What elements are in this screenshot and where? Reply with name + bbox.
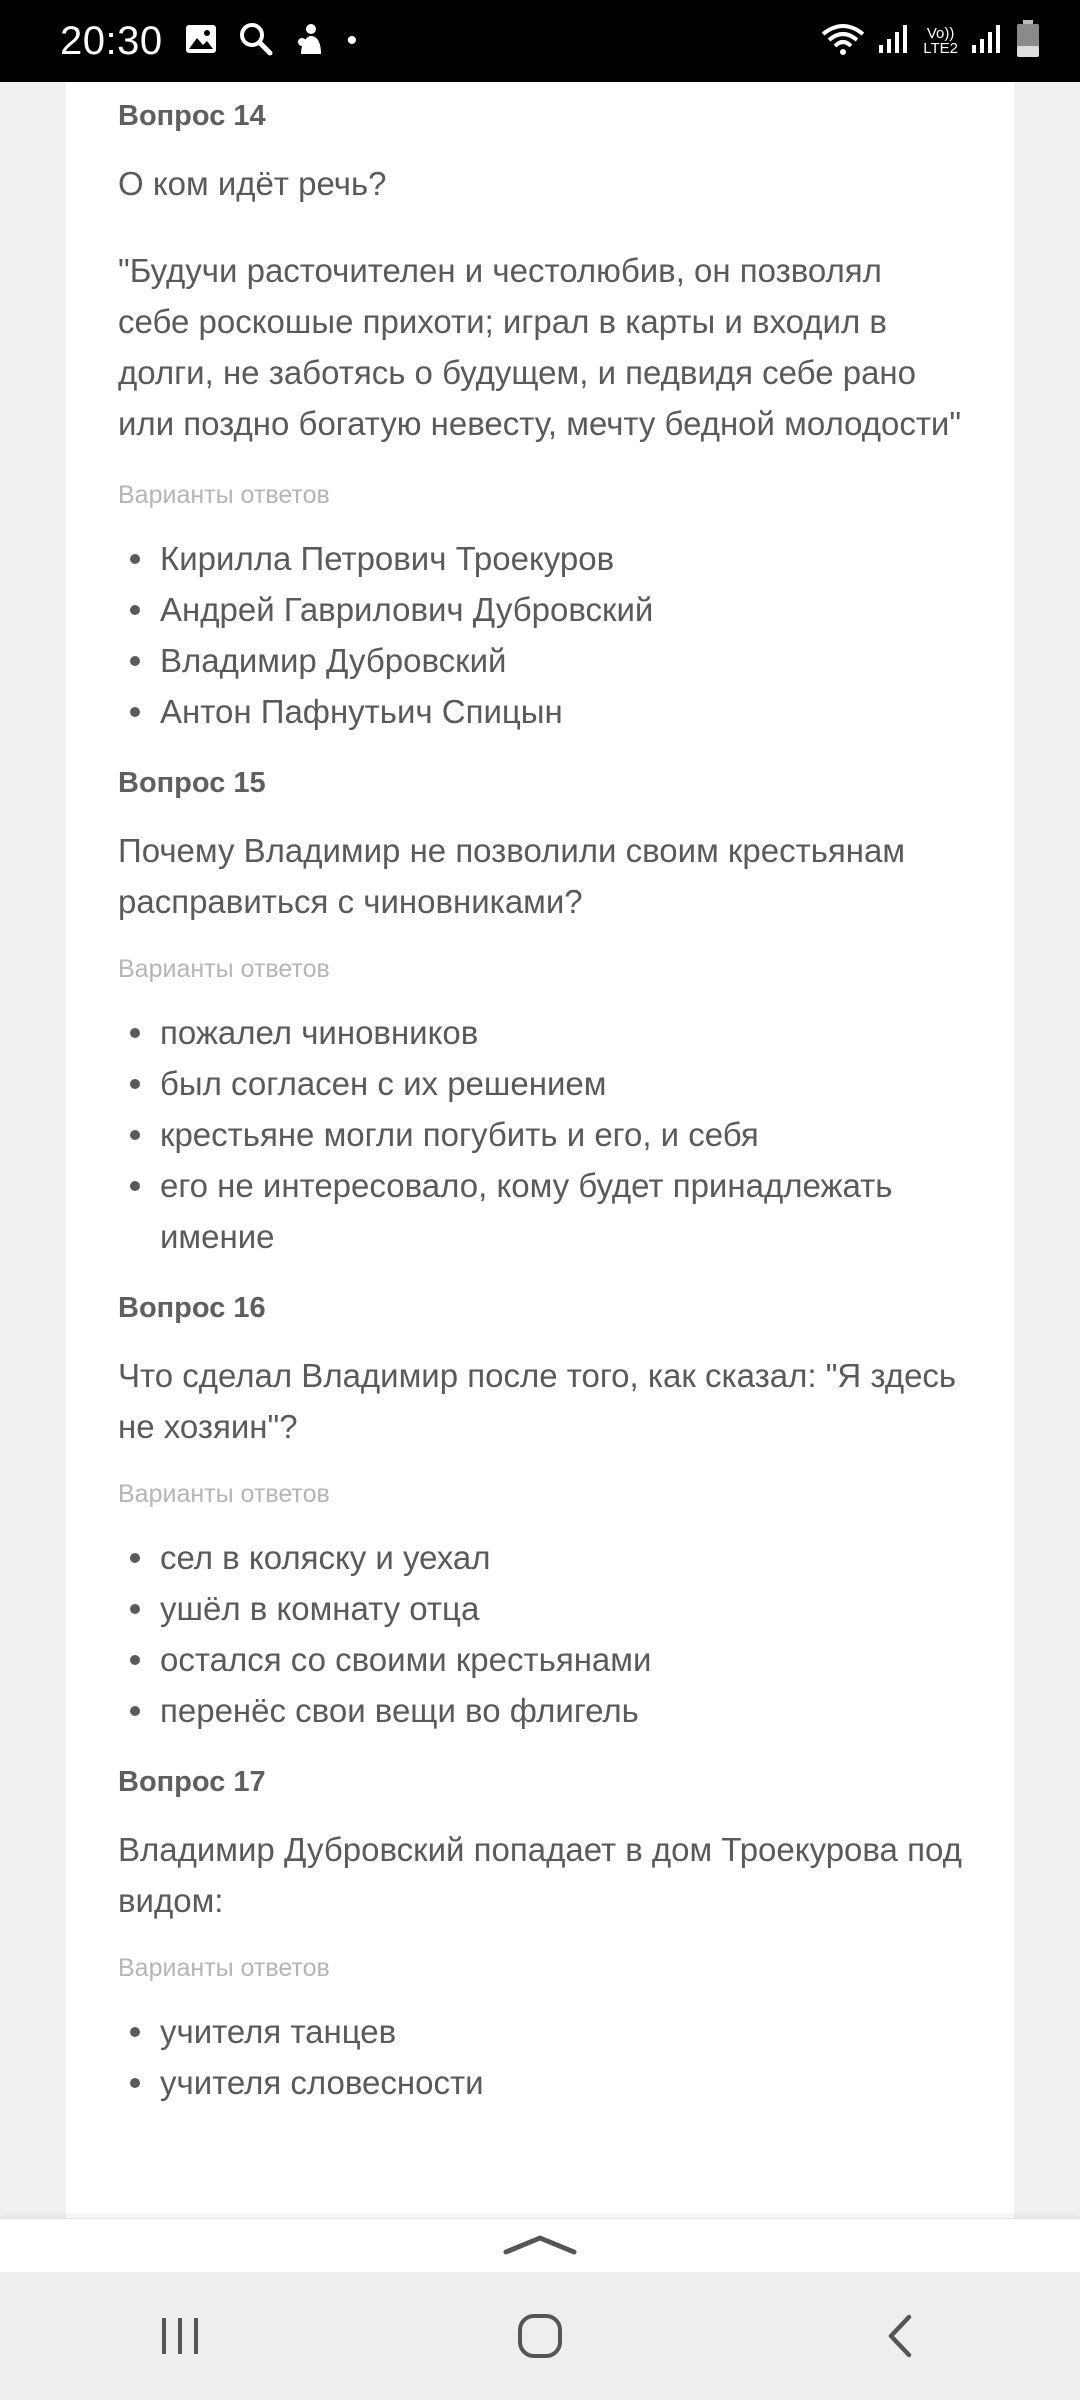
question-17 [118,1762,962,2108]
chevron-up-icon[interactable] [502,2232,578,2261]
answer-item: Андрей Гаврилович Дубровский [118,584,962,635]
app-notification-icon [295,22,325,61]
answer-item: ушёл в комнату отца [118,1583,962,1634]
answers-list [118,1532,962,1736]
answer-item: пожалел чиновников [118,1007,962,1058]
answer-item: был согласен с их решением [118,1058,962,1109]
recent-apps-icon [158,2316,202,2356]
volte-indicator [923,26,958,56]
status-time: 20:30 [60,18,163,63]
volte-top: Vo)) [926,25,955,42]
answer-item: его не интересовало, кому будет принадлежать имение [118,1160,962,1262]
question-text: Владимир Дубровский попадает в дом Троекурова под видом: [118,1831,962,1919]
recent-apps-button[interactable] [120,2286,240,2386]
question-number: Вопрос 15 [118,767,266,799]
answer-item: крестьяне могли погубить и его, и себя [118,1109,962,1160]
question-16 [118,1288,962,1736]
wifi-icon [821,22,865,61]
question-14 [118,96,962,737]
question-15 [118,763,962,1262]
answers-list [118,2006,962,2108]
answers-label: Варианты ответов [118,1954,330,1982]
answer-item: перенёс свои вещи во флигель [118,1685,962,1736]
answer-item: сел в коляску и уехал [118,1532,962,1583]
system-nav-bar [0,2272,1080,2400]
answer-item: учителя танцев [118,2006,962,2057]
answer-item: Антон Пафнутьич Спицын [118,686,962,737]
question-text: О ком идёт речь? [118,165,387,202]
answer-item: учителя словесности [118,2057,962,2108]
bottom-sheet-handle[interactable] [0,2218,1080,2273]
home-button[interactable] [480,2286,600,2386]
answers-label: Варианты ответов [118,955,330,983]
signal-icon-1 [877,23,911,60]
back-button[interactable] [840,2286,960,2386]
back-icon [885,2313,915,2359]
answers-list [118,1007,962,1262]
answers-label: Варианты ответов [118,1480,330,1508]
answers-label: Варианты ответов [118,481,330,509]
question-text: Что сделал Владимир после того, как сказал: "Я здесь не хозяин"? [118,1357,957,1445]
battery-icon [1016,20,1040,63]
question-quote: "Будучи расточителен и честолюбив, он позволял себе роскошые прихоти; играл в карты и входил в долги, не заботясь о будущем, и педвидя себе рано или поздно богатую невесту, мечту бедной молодости" [118,252,962,442]
gallery-icon [185,24,217,59]
question-text: Почему Владимир не позволили своим крестьянам расправиться с чиновниками? [118,832,906,920]
answers-list [118,533,962,737]
question-number: Вопрос 14 [118,100,266,132]
answer-item: Владимир Дубровский [118,635,962,686]
signal-icon-2 [970,23,1004,60]
status-bar [0,0,1080,82]
answer-item: Кирилла Петрович Троекуров [118,533,962,584]
quiz-card [66,82,1014,2218]
search-icon [239,22,273,61]
page-scroll[interactable] [0,82,1080,2218]
home-icon [516,2312,564,2360]
question-number: Вопрос 17 [118,1766,266,1798]
notification-dot: • [346,24,358,57]
answer-item: остался со своими крестьянами [118,1634,962,1685]
question-number: Вопрос 16 [118,1292,266,1324]
volte-bottom: LTE2 [923,40,958,57]
